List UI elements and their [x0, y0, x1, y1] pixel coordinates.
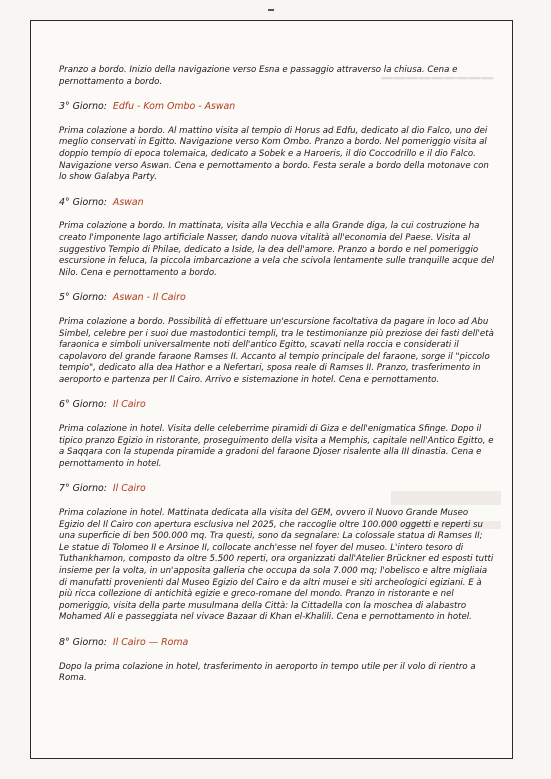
- itinerary-body: [59, 65, 495, 698]
- bleed-through-mark: ▔▔▔▔▔▔▔▔▔: [381, 77, 494, 95]
- day-place: Aswan - Il Cairo: [112, 292, 186, 304]
- day-description: Dopo la prima colazione in hotel, trasferimento in aeroporto in tempo utile per il volo di rientro a Roma.: [59, 661, 476, 684]
- day-heading: [59, 483, 495, 495]
- day-block-8: [59, 637, 495, 685]
- day-label: 7° Giorno:: [59, 483, 107, 495]
- day-place: Il Cairo — Roma: [112, 636, 189, 648]
- day-block-7: [59, 483, 495, 624]
- day-heading: [59, 292, 495, 304]
- day-heading: [59, 197, 495, 209]
- day-description: Prima colazione in hotel. Visita delle celeberrime piramidi di Giza e dell'enigmatica Sfinge. Dopo il tipico pranzo Egizio in ristorante, proseguimento della visita a Memphis, capitale nell'Antico Egitto, e a Saqqara con la stupenda piramide a gradoni del faraone Djoser risalente alla III dinastia. Cena e pernottamento in hotel.: [59, 424, 494, 469]
- day-heading: [59, 399, 495, 411]
- day-description: Prima colazione a bordo. Possibilità di effettuare un'escursione facoltativa da pagare in loco ad Abu Simbel, celebre per i suoi due mastodontici templi, tra le testimonianze più preziose dei fasti dell'età faraonica e simboli universalmente noti dell'antico Egitto, scavati nella roccia e considerati il capolavoro del grande faraone Ramses II. Accanto al tempio principale del faraone, sorge il "piccolo tempio", dedicato alla dea Hathor e a Nefertari, sposa reale di Ramses II. Pranzo, trasferimento in aeroporto e partenza per Il Cairo. Arrivo e sistemazione in hotel. Cena e pernottamento.: [59, 316, 494, 385]
- day-label: 8° Giorno:: [59, 636, 107, 648]
- page-border-frame: [30, 20, 513, 759]
- day-label: 3° Giorno:: [59, 101, 107, 113]
- day-place: Aswan: [112, 196, 144, 208]
- day-block-5: [59, 292, 495, 386]
- page-edge-mark: [268, 9, 274, 11]
- day-place: Il Cairo: [112, 483, 146, 495]
- day-description: Prima colazione a bordo. Al mattino visita al tempio di Horus ad Edfu, dedicato al dio Falco, uno dei meglio conservati in Egitto. Navigazione verso Kom Ombo. Pranzo a bordo. Nel pomeriggio visita al doppio tempio di epoca tolemaica, dedicato a Sobek e a Haroeris, il dio Coccodrillo e il dio Falco. Navigazione verso Aswan. Cena e pernottamento a bordo. Festa serale a bordo della motonave con lo show Galabya Party.: [59, 125, 489, 183]
- day-label: 5° Giorno:: [59, 292, 107, 304]
- day-place: Il Cairo: [112, 399, 146, 411]
- day-description: Prima colazione a bordo. In mattinata, visita alla Vecchia e alla Grande diga, la cui costruzione ha creato l'imponente lago artificiale Nasser, dando nuova vitalità all'economia del Paese. Visita al suggestivo Tempio di Philae, dedicato a Iside, la dea dell'amore. Pranzo a bordo e nel pomeriggio escursione in feluca, la piccola imbarcazione a vela che scivola lentamente sulle tranquille acque del Nilo. Cena e pernottamento a bordo.: [59, 221, 495, 278]
- day-description: Prima colazione in hotel. Mattinata dedicata alla visita del GEM, ovvero il Nuovo Grande Museo Egizio del Il Cairo con apertura esclusiva nel 2025, che raccoglie oltre 100.000 oggetti e reperti su una superficie di ben 500.000 mq. Tra questi, sono da segnalare: La colossale statua di Ramses II; Le statue di Tolomeo II e Arsinoe II, collocate anch'esse nel foyer del museo. L'intero tesoro di Tuthankhamon, composto da oltre 5.500 reperti, ora organizzati dall'Atelier Brückner ed esposti tutti insieme per la volta, in un'apposita galleria che occupa da sola 7.000 mq; l'obelisco e altre migliaia di manufatti provenienti dal Museo Egizio del Cairo e da altri musei e siti archeologici egiziani. E à più ricca collezione di antichità egizie e greco-romane del mondo. Pranzo in ristorante e nel pomeriggio, visita della parte musulmana della Città: la Cittadella con la moschea di alabastro Mohamed Ali e passeggiata nel vivace Bazaar di Khan el-Khalili. Cena e pernottamento in hotel.: [59, 508, 494, 623]
- day-block-3: [59, 101, 495, 184]
- day-block-4: [59, 197, 495, 280]
- day-heading: [59, 637, 495, 649]
- day-heading: [59, 101, 495, 113]
- day-label: 4° Giorno:: [59, 196, 107, 208]
- intro-paragraph: Pranzo a bordo. Inizio della navigazione verso Esna e passaggio attraverso la chiusa. Cena e pernottamento a bordo.: [59, 65, 458, 87]
- day-label: 6° Giorno:: [59, 399, 107, 411]
- day-block-6: [59, 399, 495, 470]
- day-place: Edfu - Kom Ombo - Aswan: [112, 101, 236, 113]
